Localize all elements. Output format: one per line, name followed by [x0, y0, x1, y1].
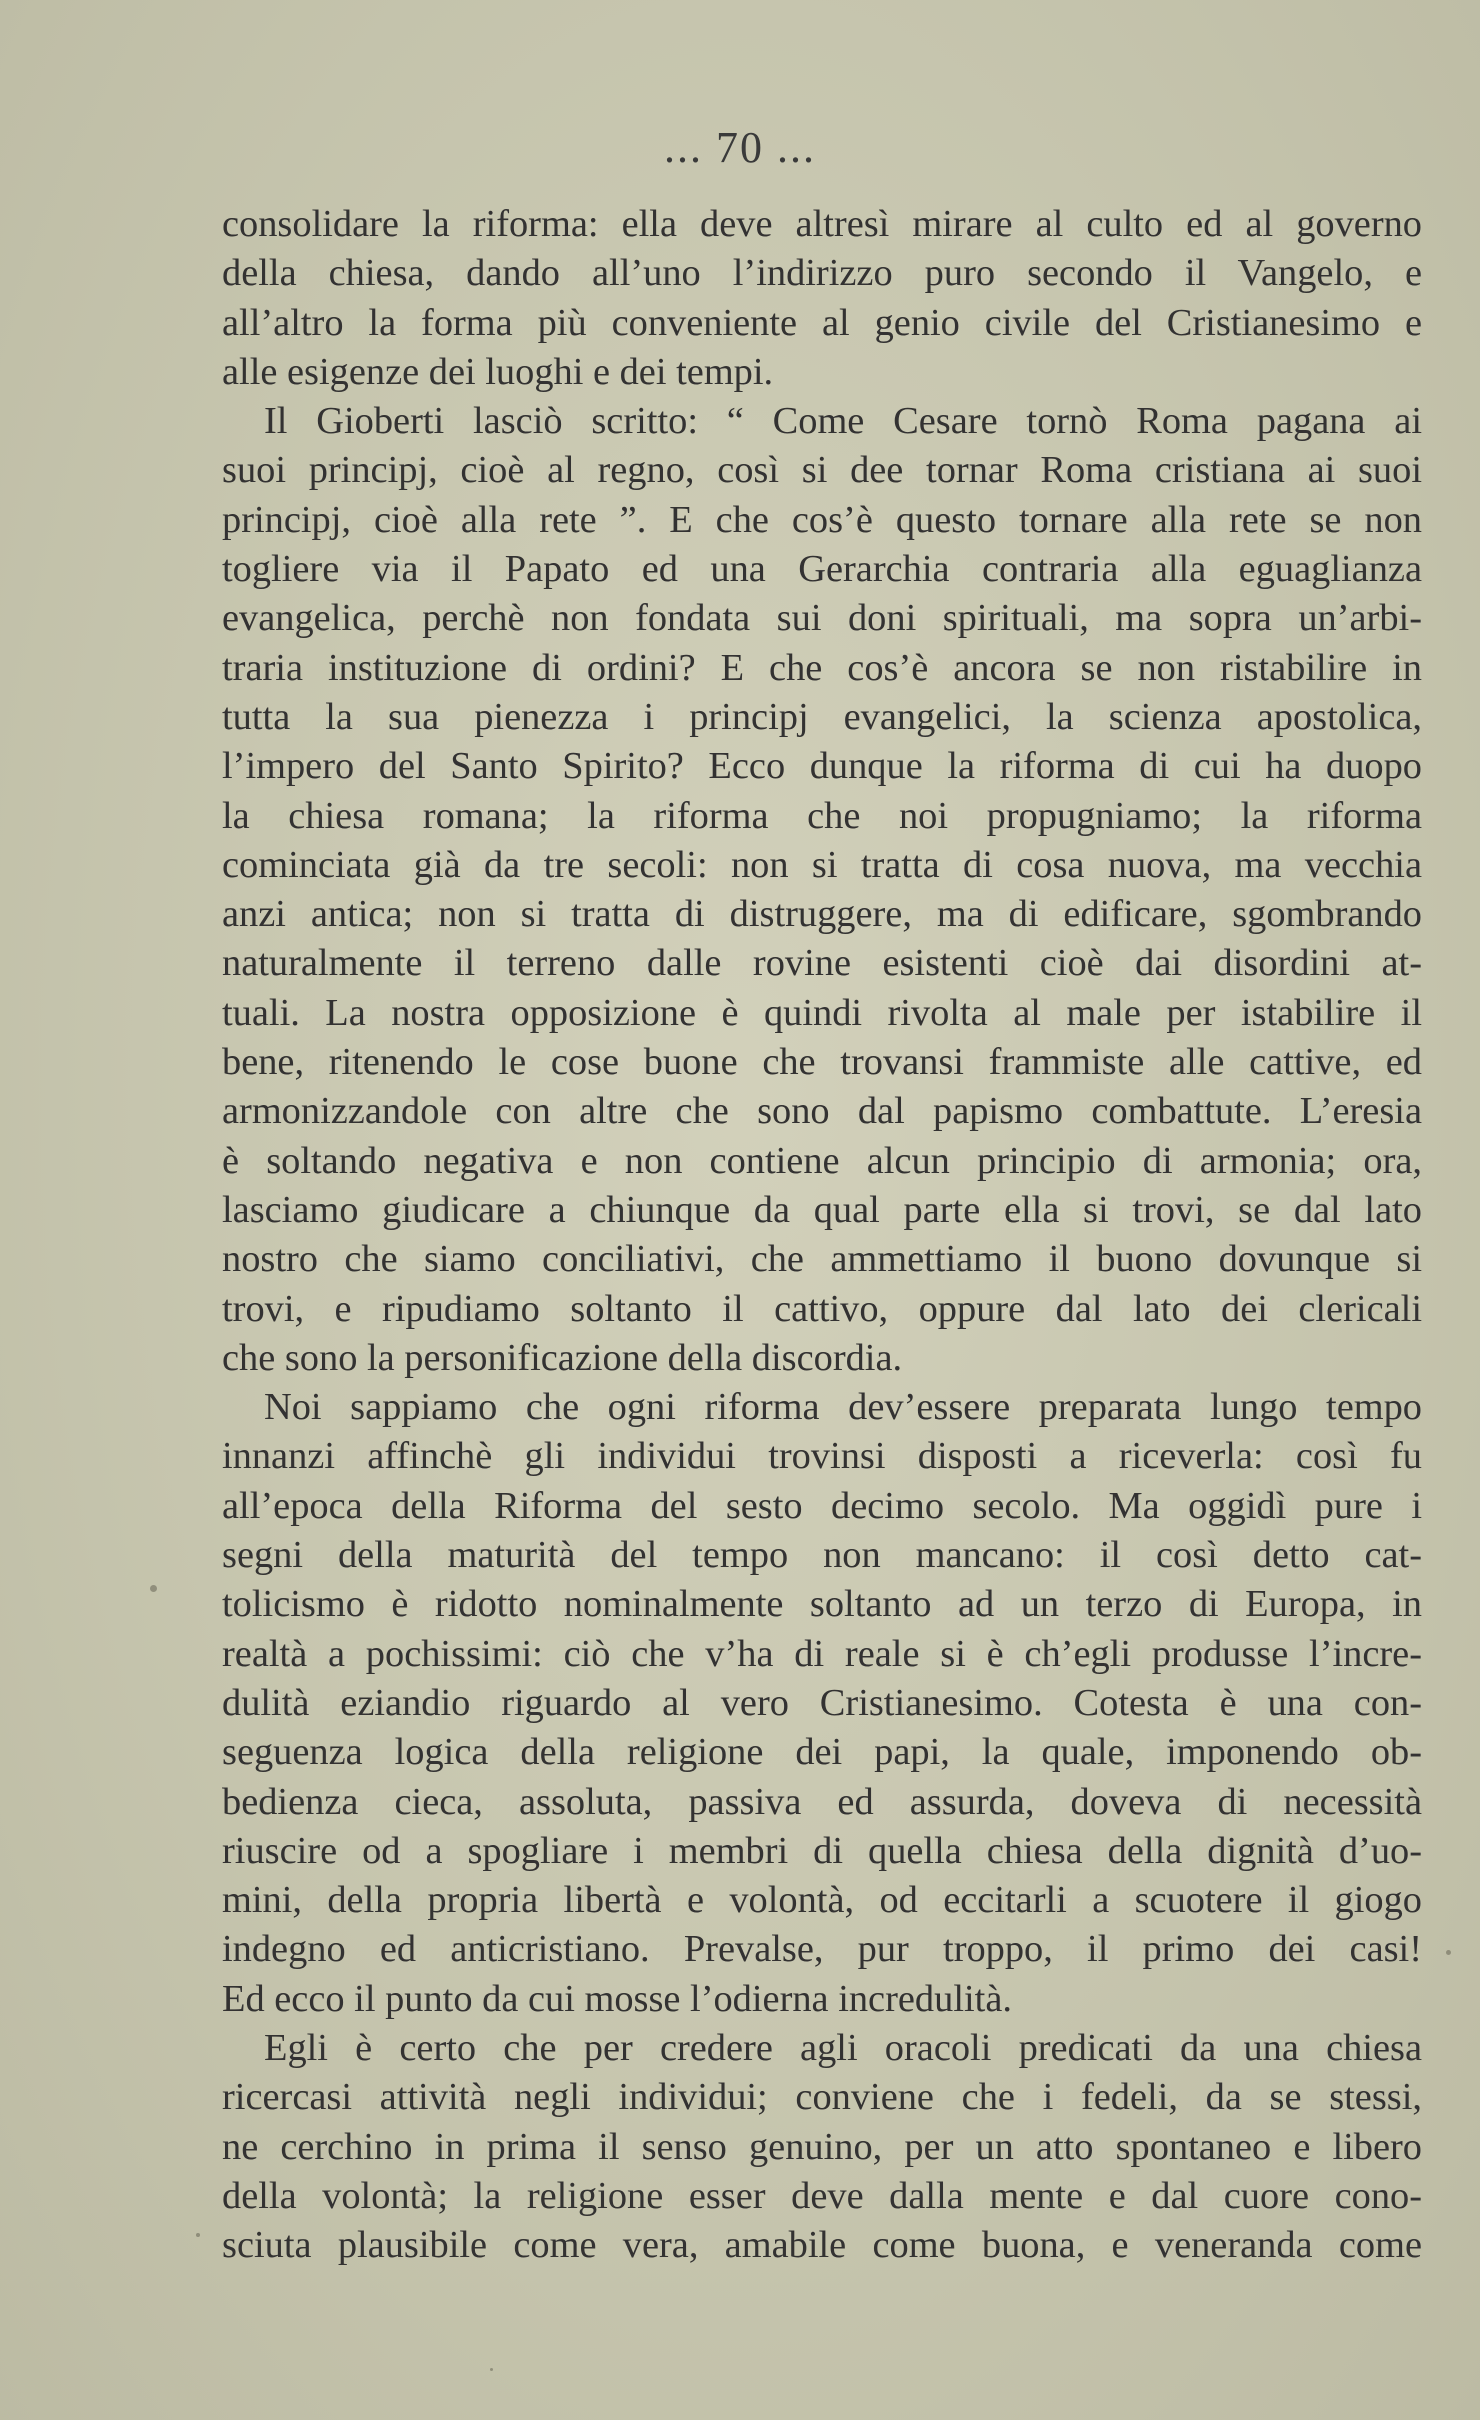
paper-speck: [490, 2368, 493, 2371]
text-line: che sono la personificazione della discordia.: [222, 1336, 903, 1379]
text-line: tutta la sua pienezza i principj evangelici, la scienza apostolica,: [222, 695, 1422, 738]
text-line: nostro che siamo conciliativi, che ammettiamo il buono dovunque si: [222, 1238, 1422, 1281]
text-line: all’altro la forma più conveniente al genio civile del Cristianesimo e: [222, 301, 1422, 344]
text-line: indegno ed anticristiano. Prevalse, pur troppo, il primo dei casi!: [222, 1928, 1422, 1971]
text-line: della volontà; la religione esser deve dalla mente e dal cuore cono-: [222, 2174, 1422, 2217]
text-line: bedienza cieca, assoluta, passiva ed assurda, doveva di necessità: [222, 1780, 1422, 1823]
paper-speck: [150, 1585, 157, 1592]
text-line: ricercasi attività negli individui; conviene che i fedeli, da se stessi,: [222, 2076, 1422, 2119]
text-line: alle esigenze dei luoghi e dei tempi.: [222, 350, 774, 393]
text-line: mini, della propria libertà e volontà, od eccitarli a scuotere il giogo: [222, 1879, 1422, 1922]
text-line: segni della maturità del tempo non mancano: il così detto cat-: [222, 1534, 1422, 1577]
text-line: trovi, e ripudiamo soltanto il cattivo, oppure dal lato dei clericali: [222, 1287, 1422, 1330]
text-line: Ed ecco il punto da cui mosse l’odierna incredulità.: [222, 1977, 1012, 2020]
text-line: tolicismo è ridotto nominalmente soltanto ad un terzo di Europa, in: [222, 1583, 1422, 1626]
text-line: realtà a pochissimi: ciò che v’ha di reale si è ch’egli produsse l’incre-: [222, 1632, 1422, 1675]
text-line: sciuta plausibile come vera, amabile come buona, e veneranda come: [222, 2224, 1422, 2267]
text-line: traria instituzione di ordini? E che cos’è ancora se non ristabilire in: [222, 646, 1422, 689]
text-line: Egli è certo che per credere agli oracoli predicati da una chiesa: [264, 2026, 1422, 2069]
text-line: Noi sappiamo che ogni riforma dev’essere preparata lungo tempo: [264, 1386, 1422, 1429]
text-line: armonizzandole con altre che sono dal papismo combattute. L’eresia: [222, 1090, 1422, 1133]
text-line: evangelica, perchè non fondata sui doni spirituali, ma sopra un’arbi-: [222, 597, 1422, 640]
paper-speck: [1446, 1950, 1451, 1955]
text-line: l’impero del Santo Spirito? Ecco dunque la riforma di cui ha duopo: [222, 745, 1422, 788]
text-line: ne cerchino in prima il senso genuino, per un atto spontaneo e libero: [222, 2125, 1422, 2168]
text-line: consolidare la riforma: ella deve altresì mirare al culto ed al governo: [222, 203, 1422, 245]
text-line: seguenza logica della religione dei papi, la quale, imponendo ob-: [222, 1731, 1422, 1774]
text-line: innanzi affinchè gli individui trovinsi disposti a riceverla: così fu: [222, 1435, 1422, 1478]
text-line: naturalmente il terreno dalle rovine esistenti cioè dai disordini at-: [222, 942, 1422, 985]
text-line: della chiesa, dando all’uno l’indirizzo puro secondo il Vangelo, e: [222, 252, 1422, 295]
body-text: [222, 200, 1422, 2270]
text-line: è soltando negativa e non contiene alcun principio di armonia; ora,: [222, 1139, 1422, 1182]
text-line: suoi principj, cioè al regno, così si dee tornar Roma cristiana ai suoi: [222, 449, 1422, 492]
text-line: cominciata già da tre secoli: non si tratta di cosa nuova, ma vecchia: [222, 843, 1422, 886]
text-line: bene, ritenendo le cose buone che trovansi frammiste alle cattive, ed: [222, 1041, 1422, 1084]
text-line: Il Gioberti lasciò scritto: “ Come Cesare tornò Roma pagana ai: [264, 400, 1422, 443]
page-number: ... 70 ...: [664, 123, 816, 172]
text-line: la chiesa romana; la riforma che noi propugniamo; la riforma: [222, 794, 1422, 837]
text-line: principj, cioè alla rete ”. E che cos’è questo tornare alla rete se non: [222, 498, 1422, 541]
text-line: anzi antica; non si tratta di distruggere, ma di edificare, sgombrando: [222, 893, 1422, 936]
text-line: dulità eziandio riguardo al vero Cristianesimo. Cotesta è una con-: [222, 1681, 1422, 1724]
text-line: riuscire od a spogliare i membri di quella chiesa della dignità d’uo-: [222, 1829, 1422, 1872]
text-line: all’epoca della Riforma del sesto decimo secolo. Ma oggidì pure i: [222, 1484, 1422, 1527]
text-line: tuali. La nostra opposizione è quindi rivolta al male per istabilire il: [222, 991, 1422, 1034]
text-line: togliere via il Papato ed una Gerarchia contraria alla eguaglianza: [222, 548, 1422, 591]
text-line: lasciamo giudicare a chiunque da qual parte ella si trovi, se dal lato: [222, 1188, 1422, 1231]
paper-speck: [196, 2233, 200, 2237]
